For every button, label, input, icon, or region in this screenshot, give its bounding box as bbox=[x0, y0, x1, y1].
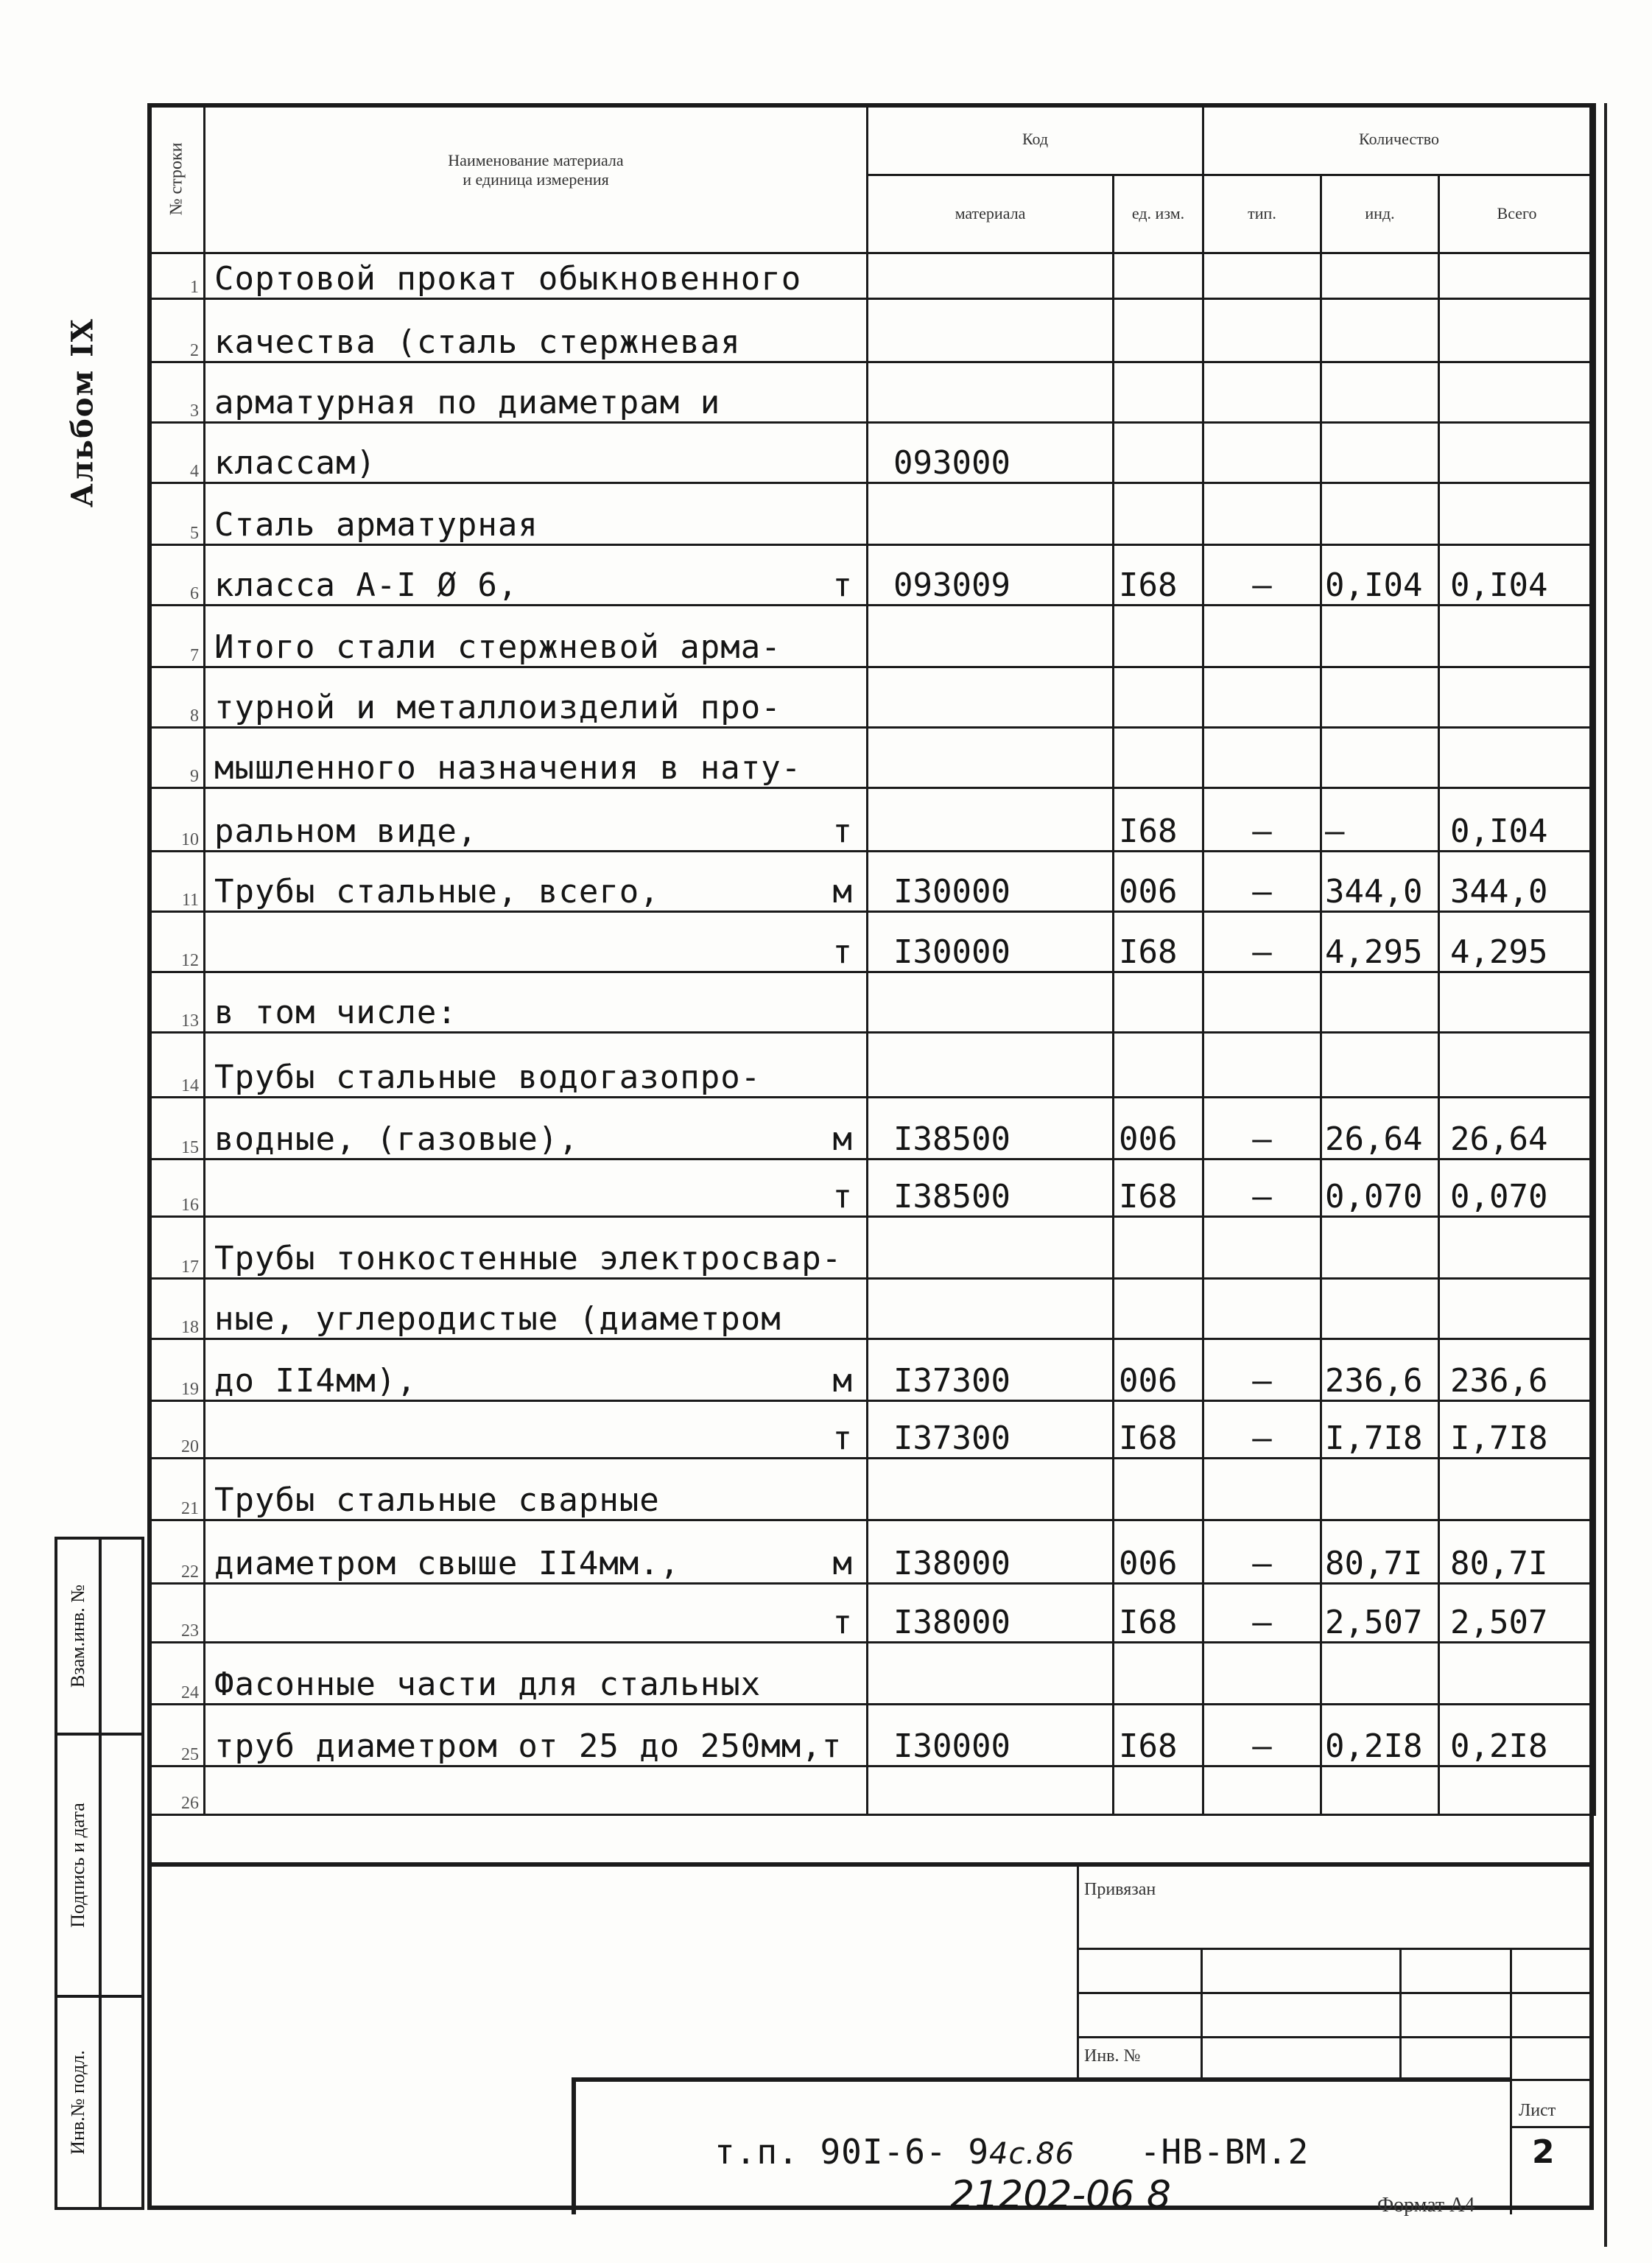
album-label: Альбом IX bbox=[65, 317, 100, 508]
row-number: 3 bbox=[149, 362, 205, 423]
quantity-ind bbox=[1321, 1279, 1439, 1339]
quantity-total bbox=[1439, 1459, 1595, 1520]
material-name bbox=[205, 483, 868, 545]
row-number: 17 bbox=[149, 1217, 205, 1279]
quantity-total: 0,I04 bbox=[1439, 788, 1595, 852]
material-code bbox=[868, 788, 1114, 852]
row-number: 14 bbox=[149, 1033, 205, 1098]
unit-code: I68 bbox=[1114, 788, 1203, 852]
quantity-total: 0,I04 bbox=[1439, 545, 1595, 606]
row-number: 25 bbox=[149, 1705, 205, 1766]
inv-no-label: Инв. № bbox=[1084, 2046, 1141, 2066]
material-name-text: Трубы стальные сварные bbox=[214, 1481, 660, 1519]
right-margin-line bbox=[1604, 103, 1607, 2247]
row-number: 20 bbox=[149, 1401, 205, 1459]
row-number: 21 bbox=[149, 1459, 205, 1520]
quantity-ind: 4,295 bbox=[1321, 912, 1439, 972]
quantity-tip bbox=[1203, 1643, 1321, 1705]
unit-code bbox=[1114, 1033, 1203, 1098]
quantity-total: 344,0 bbox=[1439, 852, 1595, 912]
quantity-tip bbox=[1203, 1279, 1321, 1339]
stamp-signature-date: Подпись и дата bbox=[55, 1733, 144, 1998]
material-name-text: Трубы тонкостенные электросвар- bbox=[214, 1240, 843, 1277]
unit-label: т bbox=[832, 813, 853, 850]
quantity-tip: – bbox=[1203, 788, 1321, 852]
material-name-text: арматурная по диаметрам и bbox=[214, 384, 721, 421]
table-row bbox=[149, 728, 1595, 788]
table-row bbox=[149, 667, 1595, 728]
table-row bbox=[149, 912, 1595, 972]
row-number: 9 bbox=[149, 728, 205, 788]
material-code bbox=[868, 299, 1114, 362]
table-row bbox=[149, 1401, 1595, 1459]
quantity-total: 236,6 bbox=[1439, 1339, 1595, 1401]
material-name-text: Сортовой прокат обыкновенного bbox=[214, 260, 802, 298]
material-name bbox=[205, 1217, 868, 1279]
row-number: 22 bbox=[149, 1520, 205, 1584]
unit-code bbox=[1114, 728, 1203, 788]
quantity-tip: – bbox=[1203, 1584, 1321, 1643]
unit-code: I68 bbox=[1114, 545, 1203, 606]
row-number: 15 bbox=[149, 1098, 205, 1159]
row-number: 6 bbox=[149, 545, 205, 606]
unit-label: т bbox=[832, 1604, 853, 1641]
unit-code: I68 bbox=[1114, 1159, 1203, 1217]
quantity-total bbox=[1439, 606, 1595, 667]
quantity-ind bbox=[1321, 362, 1439, 423]
material-name bbox=[205, 1459, 868, 1520]
material-code bbox=[868, 728, 1114, 788]
row-number: 13 bbox=[149, 972, 205, 1033]
unit-code: I68 bbox=[1114, 1705, 1203, 1766]
material-code: 093009 bbox=[868, 545, 1114, 606]
quantity-tip bbox=[1203, 362, 1321, 423]
table-row bbox=[149, 1339, 1595, 1401]
material-name-text: до II4мм), bbox=[214, 1362, 417, 1400]
quantity-ind bbox=[1321, 1643, 1439, 1705]
stamp-vzam-inv: Взам.инв. № bbox=[55, 1537, 144, 1736]
quantity-ind bbox=[1321, 253, 1439, 299]
row-number: 24 bbox=[149, 1643, 205, 1705]
quantity-ind bbox=[1321, 483, 1439, 545]
quantity-tip: – bbox=[1203, 1401, 1321, 1459]
unit-code: 006 bbox=[1114, 1098, 1203, 1159]
material-code: I30000 bbox=[868, 1705, 1114, 1766]
quantity-tip: – bbox=[1203, 1098, 1321, 1159]
unit-label: м bbox=[832, 873, 853, 911]
quantity-ind bbox=[1321, 423, 1439, 483]
quantity-ind: 344,0 bbox=[1321, 852, 1439, 912]
material-name-text: в том числе: bbox=[214, 994, 457, 1031]
material-name bbox=[205, 1520, 868, 1584]
sheet-number: 2 bbox=[1532, 2133, 1555, 2171]
material-name bbox=[205, 362, 868, 423]
total-header: Всего bbox=[1439, 175, 1595, 253]
material-name-text: труб диаметром от 25 до 250мм,т bbox=[214, 1727, 843, 1765]
unit-code bbox=[1114, 1766, 1203, 1815]
table-row bbox=[149, 483, 1595, 545]
quantity-total bbox=[1439, 728, 1595, 788]
privyazan-label: Привязан bbox=[1084, 1880, 1156, 1899]
row-number-header: № строки bbox=[149, 105, 205, 253]
table-row bbox=[149, 1159, 1595, 1217]
material-name bbox=[205, 1643, 868, 1705]
quantity-total bbox=[1439, 253, 1595, 299]
table-row bbox=[149, 972, 1595, 1033]
material-name-text: ные, углеродистые (диаметром bbox=[214, 1300, 781, 1338]
material-code: 093000 bbox=[868, 423, 1114, 483]
table-row bbox=[149, 606, 1595, 667]
quantity-total bbox=[1439, 1217, 1595, 1279]
material-code: I30000 bbox=[868, 912, 1114, 972]
material-name-text: Фасонные части для стальных bbox=[214, 1666, 762, 1703]
quantity-total: 0,070 bbox=[1439, 1159, 1595, 1217]
unit-code: 006 bbox=[1114, 852, 1203, 912]
unit-code bbox=[1114, 362, 1203, 423]
quantity-tip bbox=[1203, 1459, 1321, 1520]
material-code bbox=[868, 606, 1114, 667]
quantity-tip: – bbox=[1203, 1159, 1321, 1217]
unit-code: I68 bbox=[1114, 912, 1203, 972]
unit-code: 006 bbox=[1114, 1520, 1203, 1584]
unit-label: м bbox=[832, 1362, 853, 1400]
quantity-ind: 2,507 bbox=[1321, 1584, 1439, 1643]
title-block bbox=[147, 1862, 1594, 2210]
material-code bbox=[868, 483, 1114, 545]
quantity-total bbox=[1439, 1279, 1595, 1339]
quantity-ind bbox=[1321, 606, 1439, 667]
quantity-tip: – bbox=[1203, 852, 1321, 912]
table-row bbox=[149, 1033, 1595, 1098]
material-code bbox=[868, 972, 1114, 1033]
row-number: 5 bbox=[149, 483, 205, 545]
material-name-text: Трубы стальные, всего, bbox=[214, 873, 660, 911]
unit-code bbox=[1114, 1217, 1203, 1279]
material-name bbox=[205, 1766, 868, 1815]
stamp-inv-podl: Инв.№ подл. bbox=[55, 1995, 144, 2210]
row-number: 10 bbox=[149, 788, 205, 852]
table-row bbox=[149, 1098, 1595, 1159]
quantity-tip bbox=[1203, 1033, 1321, 1098]
quantity-ind bbox=[1321, 299, 1439, 362]
material-name bbox=[205, 667, 868, 728]
table-row bbox=[149, 788, 1595, 852]
quantity-tip: – bbox=[1203, 912, 1321, 972]
ind-header: инд. bbox=[1321, 175, 1439, 253]
material-name bbox=[205, 912, 868, 972]
quantity-ind: 0,I04 bbox=[1321, 545, 1439, 606]
material-name-text: водные, (газовые), bbox=[214, 1120, 579, 1158]
table-row bbox=[149, 1520, 1595, 1584]
material-name bbox=[205, 606, 868, 667]
unit-code bbox=[1114, 253, 1203, 299]
row-number: 26 bbox=[149, 1766, 205, 1815]
quantity-ind: – bbox=[1321, 788, 1439, 852]
material-code: I37300 bbox=[868, 1339, 1114, 1401]
material-name-text: Сталь арматурная bbox=[214, 506, 538, 544]
material-code bbox=[868, 1217, 1114, 1279]
unit-code bbox=[1114, 1643, 1203, 1705]
unit-label: м bbox=[832, 1120, 853, 1158]
row-number: 12 bbox=[149, 912, 205, 972]
quantity-tip: – bbox=[1203, 1705, 1321, 1766]
row-number: 1 bbox=[149, 253, 205, 299]
quantity-ind bbox=[1321, 1033, 1439, 1098]
name-header: Наименование материала и единица измерения bbox=[205, 105, 868, 253]
quantity-ind bbox=[1321, 1766, 1439, 1815]
material-code bbox=[868, 253, 1114, 299]
material-code: I38500 bbox=[868, 1159, 1114, 1217]
unit-label: т bbox=[832, 933, 853, 971]
row-number: 7 bbox=[149, 606, 205, 667]
quantity-tip bbox=[1203, 728, 1321, 788]
material-name bbox=[205, 545, 868, 606]
materials-table bbox=[147, 103, 1596, 1816]
material-name bbox=[205, 1159, 868, 1217]
quantity-total bbox=[1439, 972, 1595, 1033]
row-number: 8 bbox=[149, 667, 205, 728]
code-header: Код bbox=[868, 105, 1203, 175]
material-name bbox=[205, 1705, 868, 1766]
material-code bbox=[868, 1459, 1114, 1520]
unit-code bbox=[1114, 483, 1203, 545]
quantity-header: Количество bbox=[1203, 105, 1595, 175]
material-code bbox=[868, 1766, 1114, 1815]
quantity-tip bbox=[1203, 972, 1321, 1033]
material-name-text: ральном виде, bbox=[214, 813, 478, 850]
material-name bbox=[205, 1584, 868, 1643]
quantity-total bbox=[1439, 667, 1595, 728]
quantity-ind bbox=[1321, 1459, 1439, 1520]
material-name bbox=[205, 1279, 868, 1339]
material-name bbox=[205, 299, 868, 362]
material-name-text: качества (сталь стержневая bbox=[214, 323, 741, 361]
table-row bbox=[149, 1279, 1595, 1339]
table-row bbox=[149, 299, 1595, 362]
quantity-tip bbox=[1203, 1217, 1321, 1279]
sheet-label: Лист bbox=[1519, 2101, 1556, 2120]
unit-code bbox=[1114, 667, 1203, 728]
quantity-tip: – bbox=[1203, 1520, 1321, 1584]
material-name-text: класса А-I Ø 6, bbox=[214, 566, 519, 604]
unit-code-header: ед. изм. bbox=[1114, 175, 1203, 253]
quantity-tip bbox=[1203, 253, 1321, 299]
quantity-tip: – bbox=[1203, 1339, 1321, 1401]
quantity-tip bbox=[1203, 423, 1321, 483]
tip-header: тип. bbox=[1203, 175, 1321, 253]
unit-label: т bbox=[832, 1178, 853, 1215]
material-code: I38500 bbox=[868, 1098, 1114, 1159]
quantity-total bbox=[1439, 299, 1595, 362]
quantity-total: 80,7I bbox=[1439, 1520, 1595, 1584]
material-name bbox=[205, 423, 868, 483]
quantity-ind bbox=[1321, 728, 1439, 788]
material-name bbox=[205, 253, 868, 299]
unit-code: I68 bbox=[1114, 1401, 1203, 1459]
quantity-ind: 0,070 bbox=[1321, 1159, 1439, 1217]
quantity-total bbox=[1439, 1643, 1595, 1705]
material-code bbox=[868, 1279, 1114, 1339]
quantity-total bbox=[1439, 1766, 1595, 1815]
document-number: т.п. 90I-6- 94с.86 -НВ-ВМ.2 bbox=[714, 2132, 1310, 2172]
row-number: 11 bbox=[149, 852, 205, 912]
table-row bbox=[149, 545, 1595, 606]
unit-code bbox=[1114, 1459, 1203, 1520]
quantity-ind: 26,64 bbox=[1321, 1098, 1439, 1159]
table-row bbox=[149, 362, 1595, 423]
quantity-total: 2,507 bbox=[1439, 1584, 1595, 1643]
row-number: 2 bbox=[149, 299, 205, 362]
material-name-text: Трубы стальные водогазопро- bbox=[214, 1059, 762, 1096]
row-number: 16 bbox=[149, 1159, 205, 1217]
quantity-total bbox=[1439, 1033, 1595, 1098]
quantity-tip bbox=[1203, 299, 1321, 362]
table-row bbox=[149, 1766, 1595, 1815]
unit-label: т bbox=[832, 1420, 853, 1457]
unit-code bbox=[1114, 299, 1203, 362]
material-code bbox=[868, 667, 1114, 728]
quantity-ind: 80,7I bbox=[1321, 1520, 1439, 1584]
quantity-ind: 0,2I8 bbox=[1321, 1705, 1439, 1766]
material-name bbox=[205, 972, 868, 1033]
quantity-tip bbox=[1203, 667, 1321, 728]
quantity-ind: 236,6 bbox=[1321, 1339, 1439, 1401]
material-name bbox=[205, 1098, 868, 1159]
material-name-text: турной и металлоизделий про- bbox=[214, 689, 781, 726]
quantity-total: I,7I8 bbox=[1439, 1401, 1595, 1459]
unit-code bbox=[1114, 972, 1203, 1033]
quantity-total bbox=[1439, 423, 1595, 483]
row-number: 23 bbox=[149, 1584, 205, 1643]
material-code: I38000 bbox=[868, 1520, 1114, 1584]
table-row bbox=[149, 1705, 1595, 1766]
unit-label: т bbox=[832, 566, 853, 604]
table-row bbox=[149, 423, 1595, 483]
material-name-text: мышленного назначения в нату- bbox=[214, 749, 802, 787]
row-number: 19 bbox=[149, 1339, 205, 1401]
material-name bbox=[205, 728, 868, 788]
quantity-ind bbox=[1321, 972, 1439, 1033]
material-name-text: диаметром свыше II4мм., bbox=[214, 1545, 681, 1582]
unit-code: 006 bbox=[1114, 1339, 1203, 1401]
row-number: 4 bbox=[149, 423, 205, 483]
quantity-total bbox=[1439, 483, 1595, 545]
format-label: Формат А4 bbox=[1377, 2194, 1475, 2217]
material-code bbox=[868, 362, 1114, 423]
table-row bbox=[149, 253, 1595, 299]
unit-code bbox=[1114, 1279, 1203, 1339]
quantity-ind bbox=[1321, 1217, 1439, 1279]
quantity-tip bbox=[1203, 483, 1321, 545]
material-code bbox=[868, 1033, 1114, 1098]
quantity-tip bbox=[1203, 1766, 1321, 1815]
material-code: I37300 bbox=[868, 1401, 1114, 1459]
quantity-ind bbox=[1321, 667, 1439, 728]
quantity-ind: I,7I8 bbox=[1321, 1401, 1439, 1459]
unit-code: I68 bbox=[1114, 1584, 1203, 1643]
unit-label: м bbox=[832, 1545, 853, 1582]
material-code: I30000 bbox=[868, 852, 1114, 912]
unit-code bbox=[1114, 606, 1203, 667]
quantity-total: 26,64 bbox=[1439, 1098, 1595, 1159]
material-name bbox=[205, 852, 868, 912]
table-row bbox=[149, 1217, 1595, 1279]
quantity-tip bbox=[1203, 606, 1321, 667]
quantity-tip: – bbox=[1203, 545, 1321, 606]
table-row bbox=[149, 1643, 1595, 1705]
material-code: I38000 bbox=[868, 1584, 1114, 1643]
material-code bbox=[868, 1643, 1114, 1705]
quantity-total bbox=[1439, 362, 1595, 423]
material-name bbox=[205, 1401, 868, 1459]
material-name bbox=[205, 1339, 868, 1401]
quantity-total: 4,295 bbox=[1439, 912, 1595, 972]
material-name bbox=[205, 788, 868, 852]
unit-code bbox=[1114, 423, 1203, 483]
material-name-text: классам) bbox=[214, 444, 376, 482]
material-name bbox=[205, 1033, 868, 1098]
material-code-header: материала bbox=[868, 175, 1114, 253]
handwritten-archive-number: 21202-06 8 bbox=[950, 2173, 1171, 2217]
table-row bbox=[149, 852, 1595, 912]
table-row bbox=[149, 1459, 1595, 1520]
row-number: 18 bbox=[149, 1279, 205, 1339]
quantity-total: 0,2I8 bbox=[1439, 1705, 1595, 1766]
table-row bbox=[149, 1584, 1595, 1643]
material-name-text: Итого стали стержневой арма- bbox=[214, 628, 781, 666]
